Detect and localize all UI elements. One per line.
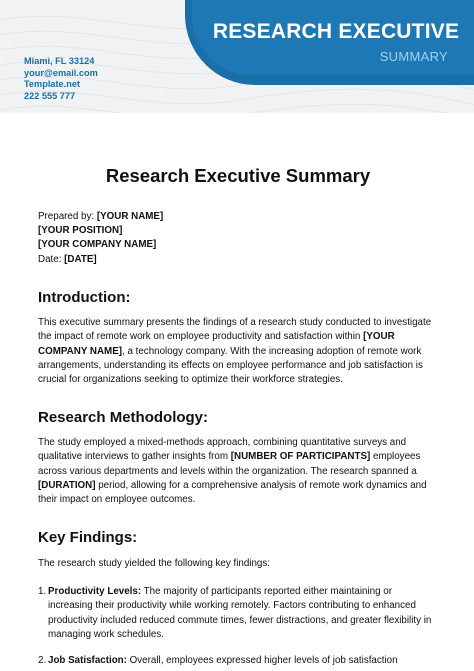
position-value: [YOUR POSITION] [38,225,123,237]
banner-title: RESEARCH EXECUTIVE [212,20,460,43]
contact-website[interactable]: Template.net [24,79,80,90]
methodology-paragraph [38,436,438,507]
contact-block [24,56,98,102]
prepared-by-line [38,210,163,224]
method-text: The study employed a mixed-methods approach, combining quantitative surveys and qualitative interviews to gather insights from [38,437,407,463]
contact-address: Miami, FL 33124 [24,56,95,66]
date-value: [DATE] [64,253,97,265]
list-item-title: Productivity Levels: [48,586,142,597]
letterhead [0,0,474,113]
findings-intro: The research study yielded the following key findings: [38,558,270,569]
prepared-by-block [38,210,163,267]
banner-subtitle: SUMMARY [379,49,448,64]
list-item-text: The majority of participants reported either maintaining or increasing their productivity while working remotely. Factors contributing to enhanced productivity included reduced commute times, fewer distractions, and greater flexibility in managing work schedules. [48,586,432,640]
intro-text-cont: , a technology company. With the increasing adoption of remote work arrangements, understanding its effects on employee performance and job satisfaction is crucial for organizations seeking to optimize their workforce strategies. [38,345,423,386]
findings-heading: Key Findings: [38,529,138,546]
position-line [38,224,163,238]
contact-phone: 222 555 777 [24,90,76,101]
company-value: [YOUR COMPANY NAME] [38,239,157,251]
list-item [38,585,438,642]
method-text-end: period, allowing for a comprehensive analysis of remote work dynamics and their impact on employee outcomes. [38,479,427,506]
date-line [38,253,163,267]
list-item-number: 1. [38,586,47,597]
list-item [38,654,438,668]
method-text-cont: employees across various departments and levels within the organization. The research spanned a [38,451,421,477]
document-title: Research Executive Summary [105,165,371,186]
date-label: Date: [38,253,62,265]
intro-text: This executive summary presents the findings of a research study conducted to investigate the impact of remote work on employee productivity and satisfaction within [38,317,432,343]
method-duration: [DURATION] [38,479,96,491]
list-item-text: Overall, employees expressed higher levels of job satisfaction [126,655,398,667]
introduction-heading: Introduction: [38,289,131,306]
prepared-by-value: [YOUR NAME] [96,211,164,222]
contact-email[interactable]: your@email.com [24,67,98,78]
introduction-paragraph [38,316,438,387]
method-participants: [NUMBER OF PARTICIPANTS] [230,451,371,463]
methodology-heading: Research Methodology: [38,409,209,426]
prepared-by-label: Prepared by: [38,211,95,222]
list-item-number: 2. [38,655,47,667]
list-item-title: Job Satisfaction: [48,655,127,667]
intro-company: [YOUR COMPANY NAME] [38,331,395,357]
findings-list [38,585,438,668]
company-line [38,238,163,252]
